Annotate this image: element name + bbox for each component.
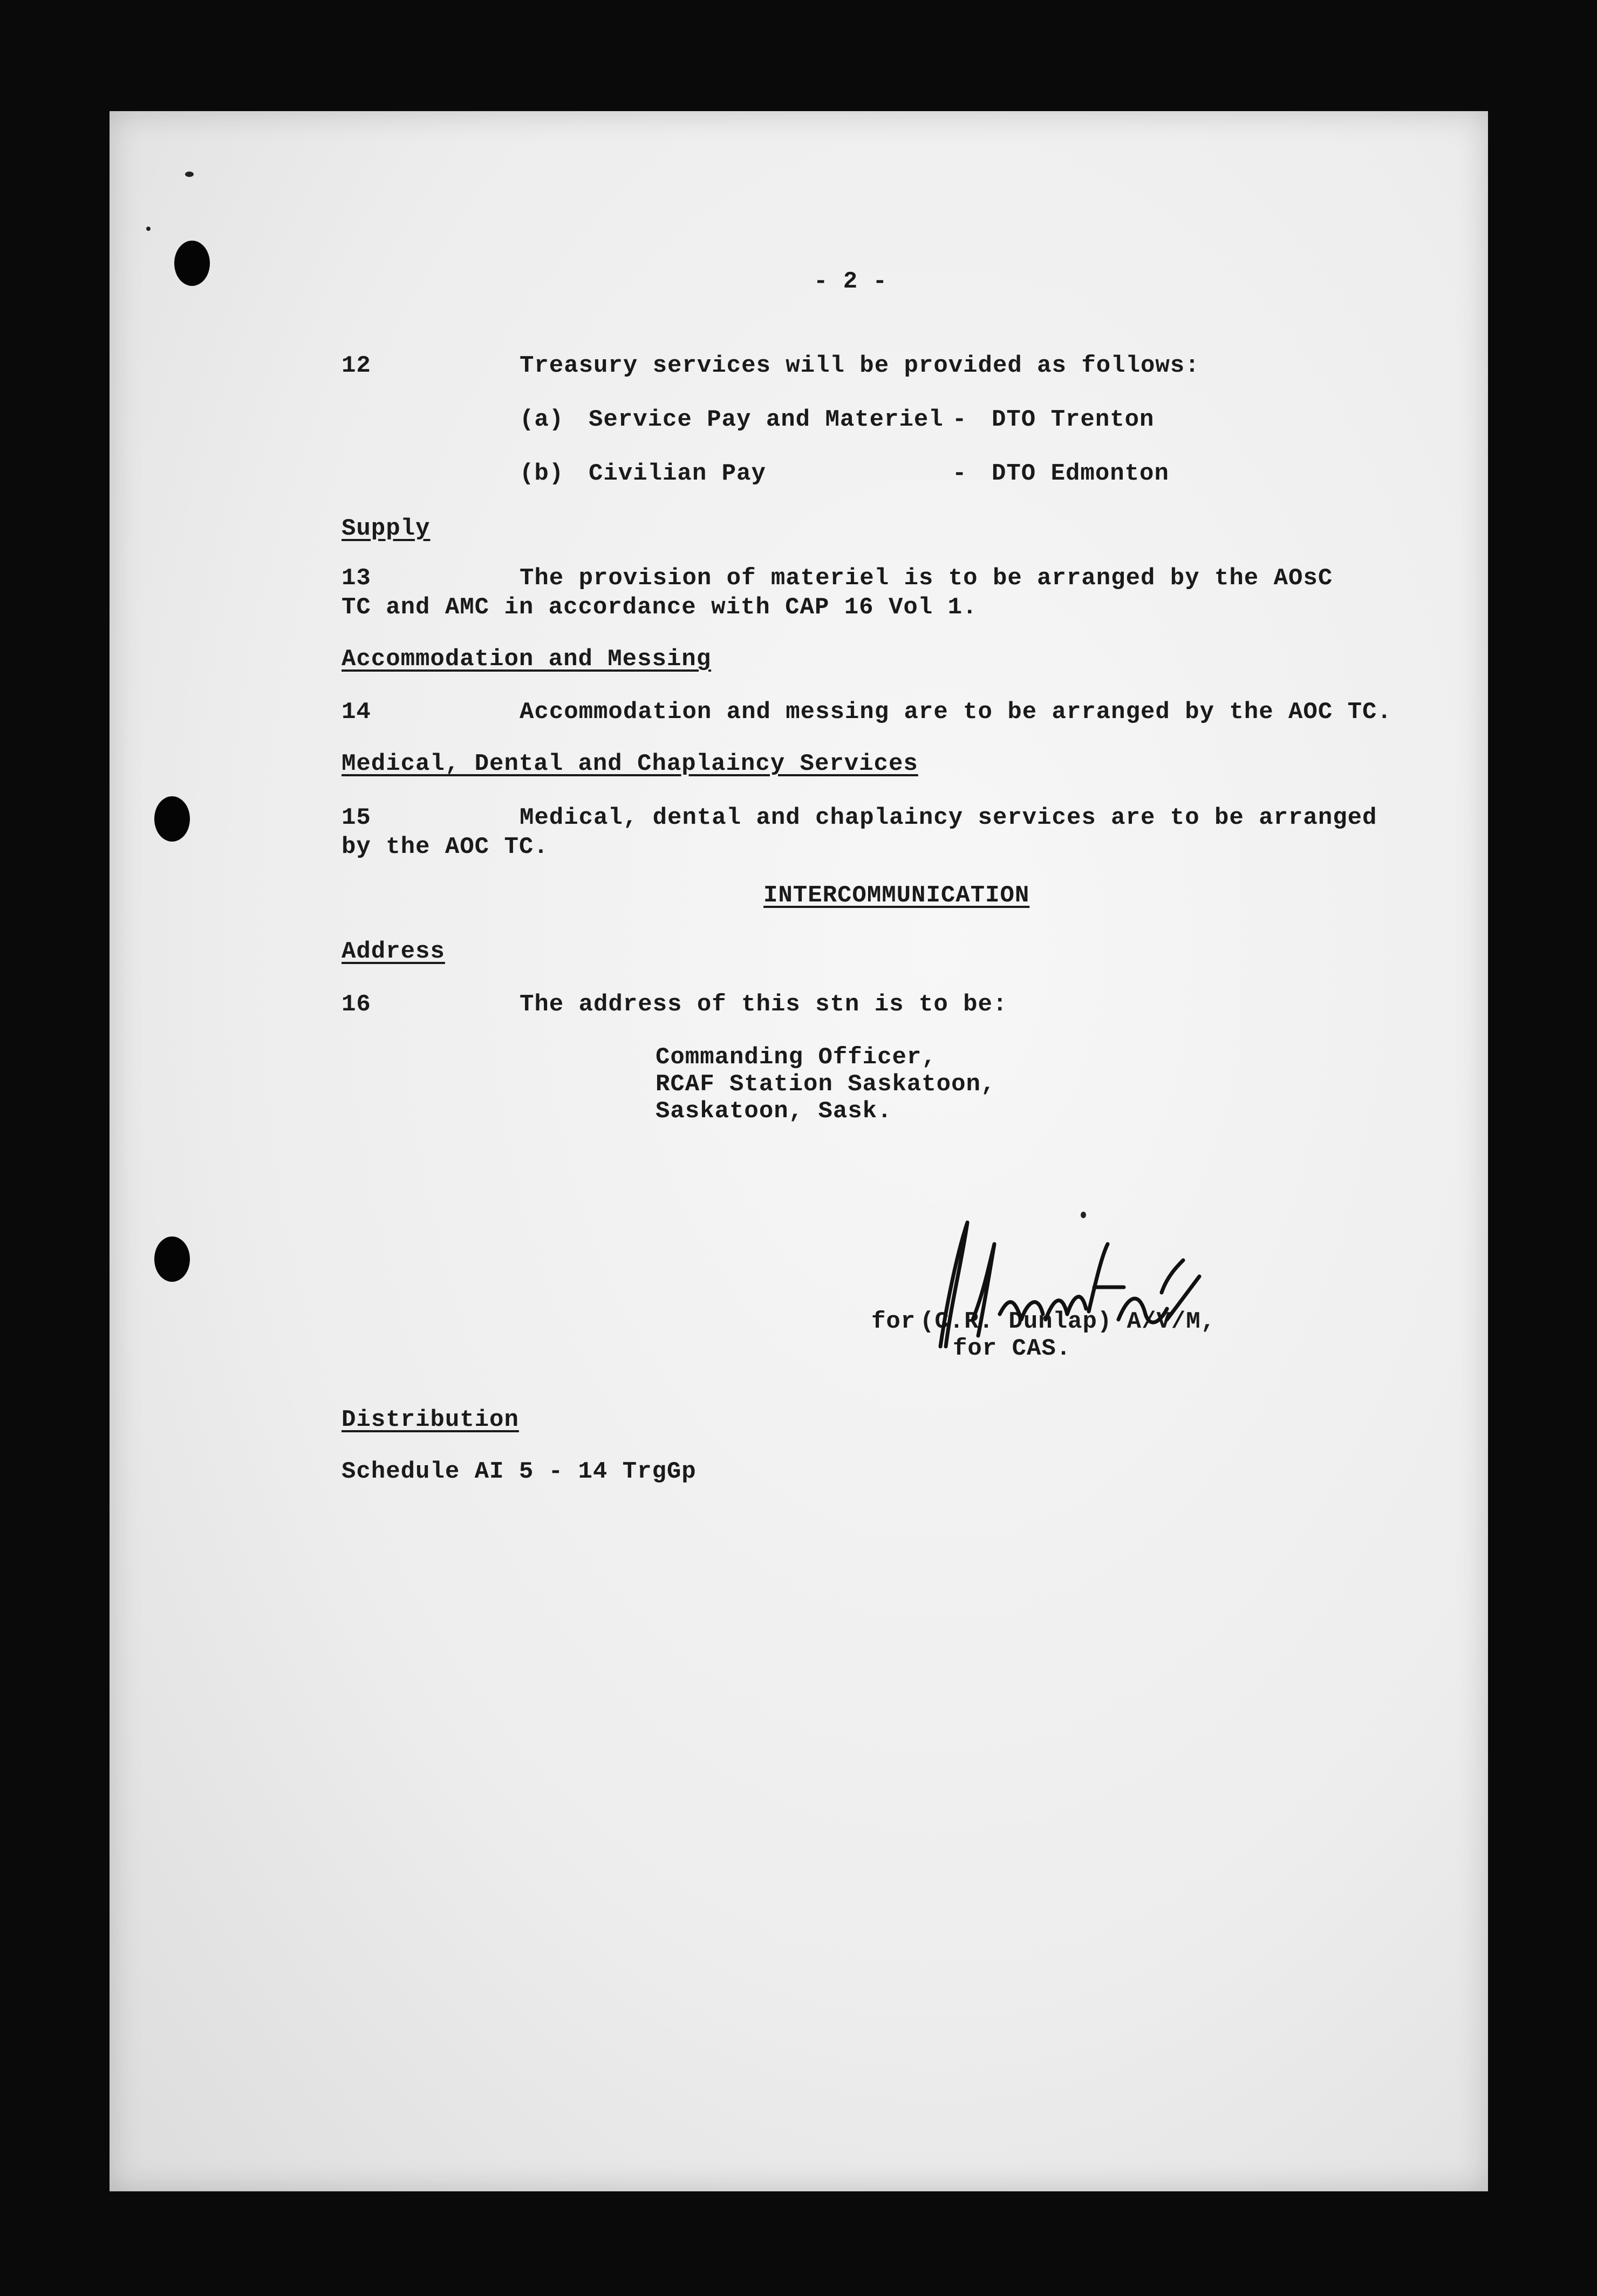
para-13-number: 13 bbox=[342, 565, 371, 592]
address-line-3: Saskatoon, Sask. bbox=[656, 1098, 892, 1125]
para-12-number: 12 bbox=[342, 352, 371, 379]
para-12-item-a-dash: - bbox=[952, 406, 967, 433]
para-12-item-a-marker: (a) bbox=[520, 406, 564, 433]
punch-hole-bottom bbox=[154, 1236, 190, 1282]
handwritten-signature bbox=[908, 1212, 1210, 1368]
distribution-text: Schedule AI 5 - 14 TrgGp bbox=[342, 1458, 697, 1485]
document-page bbox=[110, 111, 1488, 2191]
intercommunication-title: INTERCOMMUNICATION bbox=[763, 882, 1030, 909]
para-12-item-b-dash: - bbox=[952, 460, 967, 487]
speck bbox=[185, 172, 194, 177]
address-line-1: Commanding Officer, bbox=[656, 1044, 937, 1071]
signature-prefix: for bbox=[871, 1308, 916, 1335]
page-number: - 2 - bbox=[814, 268, 888, 295]
signature-name: (C.R. Dunlap) A/V/M, bbox=[920, 1308, 1216, 1335]
distribution-heading: Distribution bbox=[342, 1406, 519, 1433]
signature-for-line: for CAS. bbox=[953, 1335, 1072, 1362]
address-heading: Address bbox=[342, 938, 445, 965]
punch-hole-middle bbox=[154, 796, 190, 842]
supply-heading: Supply bbox=[342, 515, 431, 542]
para-15-number: 15 bbox=[342, 804, 371, 831]
para-14-number: 14 bbox=[342, 699, 371, 726]
para-15-line-2: by the AOC TC. bbox=[342, 833, 549, 860]
para-12-text: Treasury services will be provided as follows: bbox=[520, 352, 1200, 379]
para-13-line-2: TC and AMC in accordance with CAP 16 Vol 1. bbox=[342, 594, 978, 621]
para-13-line-1: The provision of materiel is to be arranged by the AOsC bbox=[520, 565, 1333, 592]
medical-heading: Medical, Dental and Chaplaincy Services bbox=[342, 750, 918, 777]
para-14-text: Accommodation and messing are to be arranged by the AOC TC. bbox=[520, 699, 1392, 726]
para-16-number: 16 bbox=[342, 991, 371, 1018]
para-12-item-b-value: DTO Edmonton bbox=[992, 460, 1169, 487]
para-16-text: The address of this stn is to be: bbox=[520, 991, 1008, 1018]
punch-hole-top bbox=[174, 241, 210, 286]
para-15-line-1: Medical, dental and chaplaincy services are to be arranged bbox=[520, 804, 1377, 831]
para-12-item-a-label: Service Pay and Materiel bbox=[589, 406, 944, 433]
address-line-2: RCAF Station Saskatoon, bbox=[656, 1071, 996, 1098]
para-12-item-a-value: DTO Trenton bbox=[992, 406, 1155, 433]
speck bbox=[146, 227, 151, 231]
para-12-item-b-label: Civilian Pay bbox=[589, 460, 766, 487]
accommodation-heading: Accommodation and Messing bbox=[342, 646, 712, 673]
para-12-item-b-marker: (b) bbox=[520, 460, 564, 487]
